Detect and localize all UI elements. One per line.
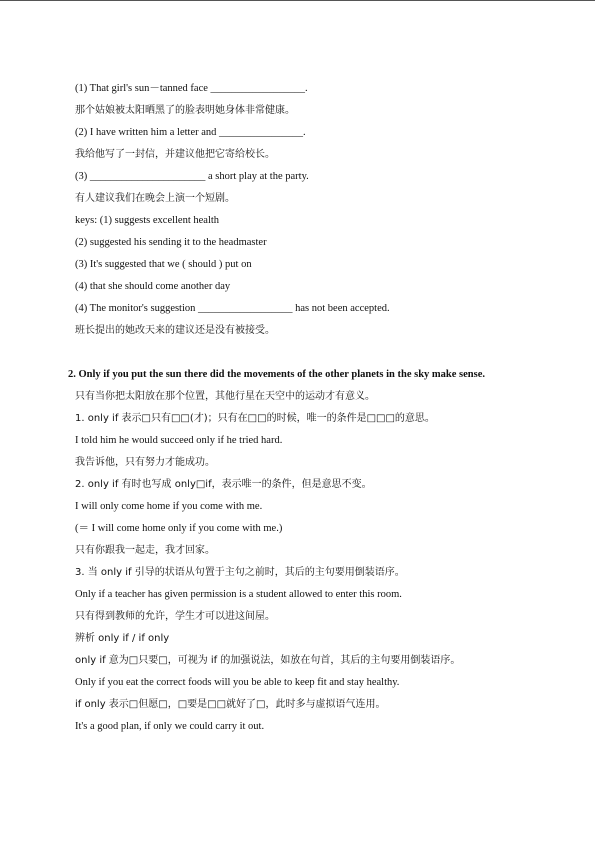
distinction-only-if: only if 意为□只要□，可视为 if 的加强说法，如放在句首，其后的主句要用倒装语序。 (75, 655, 461, 666)
exercise-4: (4) The monitor's suggestion __________________ has not been accepted. (75, 303, 390, 314)
example-3: Only if a teacher has given permission is a student allowed to enter this room. (75, 589, 402, 600)
answer-key-1: keys: (1) suggests excellent health (75, 215, 220, 226)
exercise-2: (2) I have written him a letter and ________________. (75, 127, 306, 138)
example-1: I told him he would succeed only if he tried hard. (75, 435, 283, 446)
example-4: Only if you eat the correct foods will you be able to keep fit and stay healthy. (75, 677, 400, 688)
answer-key-3: (3) It's suggested that we ( should ) put on (75, 259, 252, 270)
exercise-4-translation: 班长提出的她改天来的建议还是没有被接受。 (75, 325, 275, 336)
example-2: I will only come home if you come with me. (75, 501, 263, 512)
section-2-heading: 2. Only if you put the sun there did the movements of the other planets in the sky make sense. (68, 369, 486, 380)
distinction-heading: 辨析 only if / if only (75, 633, 170, 644)
exercise-1: (1) That girl's sun－tanned face __________________. (75, 83, 308, 94)
note-1: 1. only if 表示□只有□□(才)；只有在□□的时候，唯一的条件是□□□的意思。 (75, 413, 435, 424)
document-body (68, 78, 545, 738)
top-rule (0, 0, 595, 1)
section-gap (75, 342, 545, 364)
example-5: It's a good plan, if only we could carry it out. (75, 721, 265, 732)
answer-key-2: (2) suggested his sending it to the headmaster (75, 237, 267, 248)
note-2: 2. only if 有时也写成 only□if，表示唯一的条件，但是意思不变。 (75, 479, 372, 490)
exercise-1-translation: 那个姑娘被太阳晒黑了的脸表明她身体非常健康。 (75, 105, 295, 116)
example-2-translation: 只有你跟我一起走，我才回家。 (75, 545, 215, 556)
example-3-translation: 只有得到教师的允许，学生才可以进这间屋。 (75, 611, 275, 622)
note-3: 3. 当 only if 引导的状语从句置于主句之前时，其后的主句要用倒装语序。 (75, 567, 405, 578)
example-1-translation: 我告诉他，只有努力才能成功。 (75, 457, 215, 468)
exercise-3: (3) ______________________ a short play at the party. (75, 171, 309, 182)
section-2-translation: 只有当你把太阳放在那个位置，其他行星在天空中的运动才有意义。 (75, 391, 375, 402)
exercise-2-translation: 我给他写了一封信，并建议他把它寄给校长。 (75, 149, 275, 160)
example-2-equivalent: (＝ I will come home only if you come with me.) (75, 523, 283, 534)
distinction-if-only: if only 表示□但愿□，□要是□□就好了□，此时多与虚拟语气连用。 (75, 699, 386, 710)
answer-key-4: (4) that she should come another day (75, 281, 231, 292)
exercise-3-translation: 有人建议我们在晚会上演一个短剧。 (75, 193, 235, 204)
